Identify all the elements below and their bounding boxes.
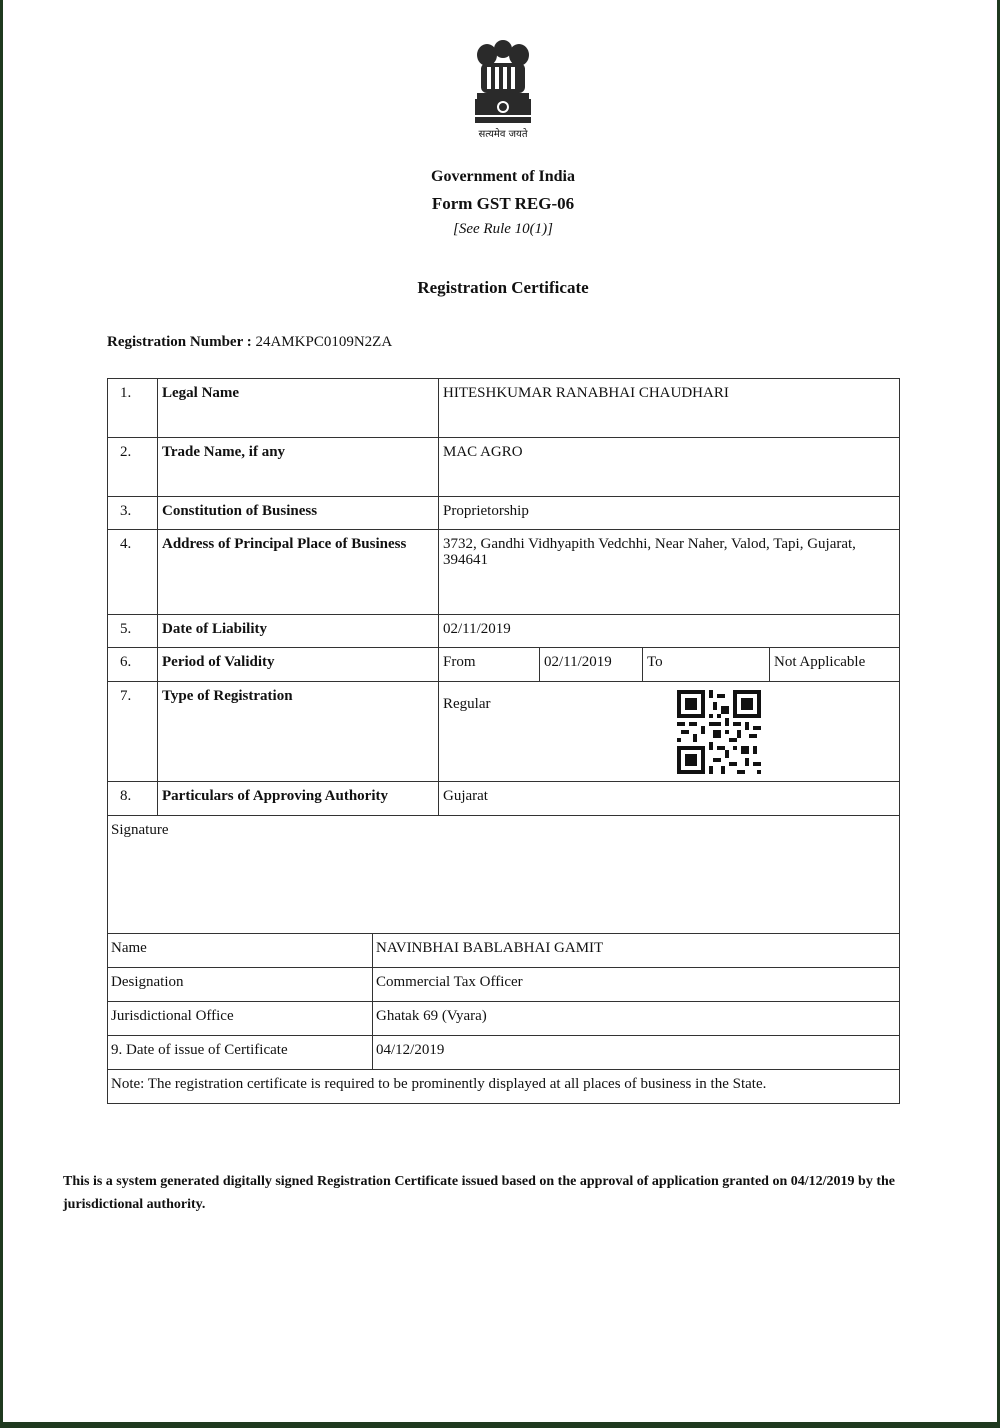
row-label: Particulars of Approving Authority (158, 782, 439, 816)
form-heading: Form GST REG-06 (431, 194, 575, 213)
table-row (108, 1002, 900, 1036)
row-label: Period of Validity (158, 648, 439, 682)
system-generated-footer: This is a system generated digitally signed Registration Certificate issued based on the approval of application granted on 04/12/2019 by the jurisdictional authority. (63, 1174, 895, 1212)
row-value: 02/11/2019 (439, 615, 900, 648)
government-heading: Government of India (431, 168, 575, 185)
table-row (108, 648, 900, 682)
registration-number (107, 334, 392, 351)
validity-from-value: 02/11/2019 (540, 648, 643, 682)
issue-date-value: 04/12/2019 (373, 1036, 900, 1070)
registration-details-table (107, 378, 900, 816)
name-label: Name (108, 934, 373, 968)
row-number: 7. (108, 682, 158, 782)
display-note: Note: The registration certificate is required to be prominently displayed at all places of business in the State. (108, 1070, 900, 1104)
designation-label: Designation (108, 968, 373, 1002)
validity-to-label: To (643, 648, 770, 682)
row-number: 5. (108, 615, 158, 648)
name-value: NAVINBHAI BABLABHAI GAMIT (373, 934, 900, 968)
table-row (108, 968, 900, 1002)
signature-table (107, 815, 900, 1104)
row-label: Constitution of Business (158, 497, 439, 530)
emblem-motto: सत्यमेव जयते (478, 129, 528, 140)
row-value: Proprietorship (439, 497, 900, 530)
row-number: 3. (108, 497, 158, 530)
table-row (108, 1036, 900, 1070)
certificate-title: Registration Certificate (417, 278, 589, 297)
row-label: Type of Registration (158, 682, 439, 782)
validity-from-label: From (439, 648, 540, 682)
office-label: Jurisdictional Office (108, 1002, 373, 1036)
row-value: Gujarat (439, 782, 900, 816)
registration-number-label: Registration Number : (107, 334, 252, 350)
registration-number-value: 24AMKPC0109N2ZA (255, 334, 393, 350)
qr-code-icon (677, 690, 761, 774)
table-row (108, 530, 900, 615)
row-label: Address of Principal Place of Business (158, 530, 439, 615)
issue-date-label: 9. Date of issue of Certificate (108, 1036, 373, 1070)
table-row (108, 497, 900, 530)
row-number: 6. (108, 648, 158, 682)
signature-box: Signature (108, 816, 900, 934)
office-value: Ghatak 69 (Vyara) (373, 1002, 900, 1036)
row-number: 8. (108, 782, 158, 816)
table-row (108, 816, 900, 934)
row-label: Date of Liability (158, 615, 439, 648)
rule-reference: [See Rule 10(1)] (453, 221, 553, 237)
table-row (108, 379, 900, 438)
table-row (108, 1070, 900, 1104)
table-row (108, 782, 900, 816)
row-value: MAC AGRO (439, 438, 900, 497)
row-label: Legal Name (158, 379, 439, 438)
row-number: 2. (108, 438, 158, 497)
row-number: 4. (108, 530, 158, 615)
table-row (108, 615, 900, 648)
row-number: 1. (108, 379, 158, 438)
table-row (108, 934, 900, 968)
row-value: Regular (439, 682, 900, 782)
row-value: HITESHKUMAR RANABHAI CHAUDHARI (439, 379, 900, 438)
validity-to-value: Not Applicable (770, 648, 900, 682)
table-row (108, 682, 900, 782)
row-label: Trade Name, if any (158, 438, 439, 497)
designation-value: Commercial Tax Officer (373, 968, 900, 1002)
table-row (108, 438, 900, 497)
row-value: 3732, Gandhi Vidhyapith Vedchhi, Near Naher, Valod, Tapi, Gujarat, 394641 (439, 530, 900, 615)
